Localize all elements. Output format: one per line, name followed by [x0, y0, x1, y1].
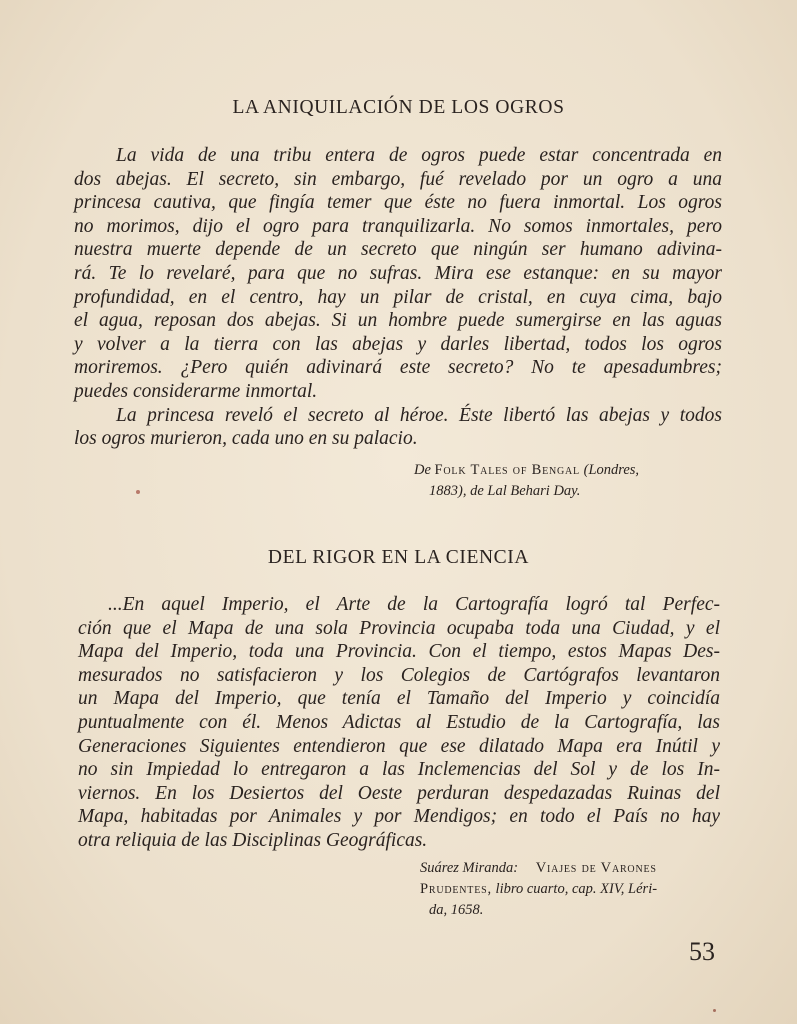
paragraph-ogros — [74, 144, 722, 451]
attribution-year: 1883), de Lal Behari Day. — [429, 483, 581, 499]
attribution-book-part1: Viajes de Varones — [535, 860, 657, 876]
attribution-rigor — [420, 858, 657, 921]
text-line: otra reliquia de las Disciplinas Geográficas. — [78, 829, 428, 851]
text-line: ción que el Mapa de una sola Provincia ocupaba toda una Ciudad, y el — [78, 617, 720, 639]
paper-speck — [136, 490, 140, 494]
attribution-prefix: De — [414, 462, 431, 478]
text-line: moriremos. ¿Pero quién adivinará este secreto? No te apesadumbres; — [74, 357, 722, 379]
attribution-line — [420, 879, 657, 900]
text-line: princesa cautiva, que fingía temer que éste no fuera inmortal. Los ogros — [74, 192, 722, 214]
attribution-place: (Londres, — [583, 462, 640, 478]
text-line: Mapa del Imperio, toda una Provincia. Con el tiempo, estos Mapas Des- — [78, 641, 720, 663]
text-line: el agua, reposan dos abejas. Si un hombre puede sumergirse en las aguas — [74, 310, 722, 332]
text-line: puedes considerarme inmortal. — [74, 380, 318, 402]
text-line: los ogros murieron, cada uno en su palacio. — [74, 428, 418, 450]
text-line: no morimos, dijo el ogro para tranquilizarla. No somos inmortales, pero — [74, 215, 722, 237]
section-title-rigor: DEL RIGOR EN LA CIENCIA — [267, 547, 530, 568]
attribution-line — [420, 858, 657, 879]
text-line: ...En aquel Imperio, el Arte de la Cartografía logró tal Perfec- — [108, 594, 720, 615]
text-line: Generaciones Siguientes entendieron que ese dilatado Mapa era Inútil y — [78, 735, 720, 757]
text-line: La vida de una tribu entera de ogros puede estar concentrada en — [116, 145, 722, 166]
text-line: y volver a la tierra con las abejas y darles libertad, todos los ogros — [74, 333, 722, 355]
paper-speck — [713, 1009, 716, 1012]
text-line: puntualmente con él. Menos Adictas al Estudio de la Cartografía, las — [78, 711, 720, 733]
attribution-details1: libro cuarto, cap. XIV, Léri- — [495, 881, 658, 897]
attribution-line — [414, 460, 639, 481]
attribution-book: Folk Tales of Bengal — [434, 462, 580, 478]
text-line: Mapa, habitadas por Animales y por Mendigos; en todo el País no hay — [78, 806, 720, 828]
text-line: nuestra muerte depende de un secreto que ningún ser humano adivina- — [74, 239, 722, 261]
page-number: 53 — [689, 937, 715, 966]
section-title-ogros: LA ANIQUILACIÓN DE LOS OGROS — [232, 97, 565, 118]
attribution-book-part2: Prudentes, — [420, 881, 492, 897]
text-line: un Mapa del Imperio, que tenía el Tamaño del Imperio y coincidía — [78, 688, 720, 710]
text-line: no sin Impiedad lo entregaron a las Inclemencias del Sol y de los In- — [78, 759, 720, 781]
paragraph-rigor — [78, 593, 720, 853]
attribution-ogros — [414, 460, 639, 502]
text-line: rá. Te lo revelaré, para que no sufras. Mira ese estanque: en su mayor — [74, 262, 722, 284]
text-line: dos abejas. El secreto, sin embargo, fué revelado por un ogro a una — [74, 168, 722, 190]
attribution-details2: da, 1658. — [429, 902, 484, 918]
text-line: profundidad, en el centro, hay un pilar de cristal, en cuya cima, bajo — [74, 286, 722, 308]
text-line: viernos. En los Desiertos del Oeste perduran despedazadas Ruinas del — [78, 782, 720, 804]
text-line: mesurados no satisfacieron y los Colegios de Cartógrafos levantaron — [78, 664, 720, 686]
attribution-author: Suárez Miranda: — [420, 860, 519, 876]
text-line: La princesa reveló el secreto al héroe. Éste libertó las abejas y todos — [116, 404, 722, 426]
